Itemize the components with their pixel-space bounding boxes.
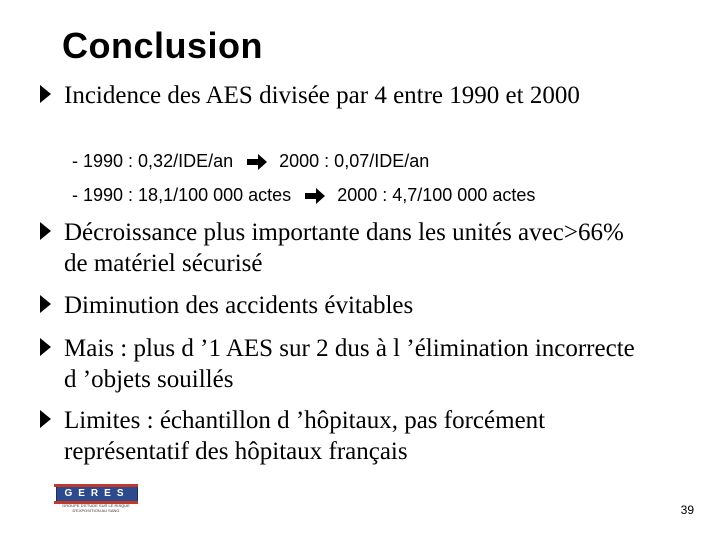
slide-title: Conclusion — [62, 25, 263, 66]
logo-divider — [54, 484, 138, 487]
page-number: 39 — [680, 503, 694, 517]
bullet-text: Mais : plus d ’1 AES sur 2 dus à l ’élimination incorrecte d ’objets souillés — [64, 335, 635, 393]
bullet-item — [40, 405, 644, 467]
bullet-arrow-icon — [40, 410, 51, 428]
right-arrow-icon — [246, 154, 268, 170]
bullet-arrow-icon — [40, 85, 51, 103]
bullet-text: Diminution des accidents évitables — [64, 292, 414, 319]
bullet-item — [40, 333, 644, 395]
right-arrow-icon — [304, 188, 326, 204]
geres-logo — [52, 484, 140, 514]
sub-item — [72, 184, 535, 206]
logo-tagline: GROUPE D'ETUDE SUR LE RISQUE D'EXPOSITION AU SANG — [62, 503, 130, 513]
sub-item-left: - 1990 : 0,32/IDE/an — [72, 151, 234, 171]
bullet-item — [40, 217, 644, 279]
sub-item-right: 2000 : 0,07/IDE/an — [279, 151, 430, 171]
bullet-arrow-icon — [40, 338, 51, 356]
sub-item — [72, 150, 429, 172]
sub-item-right: 2000 : 4,7/100 000 actes — [337, 185, 536, 205]
bullet-arrow-icon — [40, 295, 51, 313]
sub-item-left: - 1990 : 18,1/100 000 actes — [72, 185, 292, 205]
bullet-text: Décroissance plus importante dans les unités avec>66% de matériel sécurisé — [64, 219, 624, 277]
bullet-arrow-icon — [40, 222, 51, 240]
logo-wordmark: GERES — [56, 486, 138, 502]
bullet-text: Incidence des AES divisée par 4 entre 1990 et 2000 — [64, 82, 580, 109]
bullet-item — [40, 290, 644, 321]
bullet-item — [40, 80, 644, 111]
bullet-text: Limites : échantillon d ’hôpitaux, pas forcément représentatif des hôpitaux français — [64, 407, 546, 465]
